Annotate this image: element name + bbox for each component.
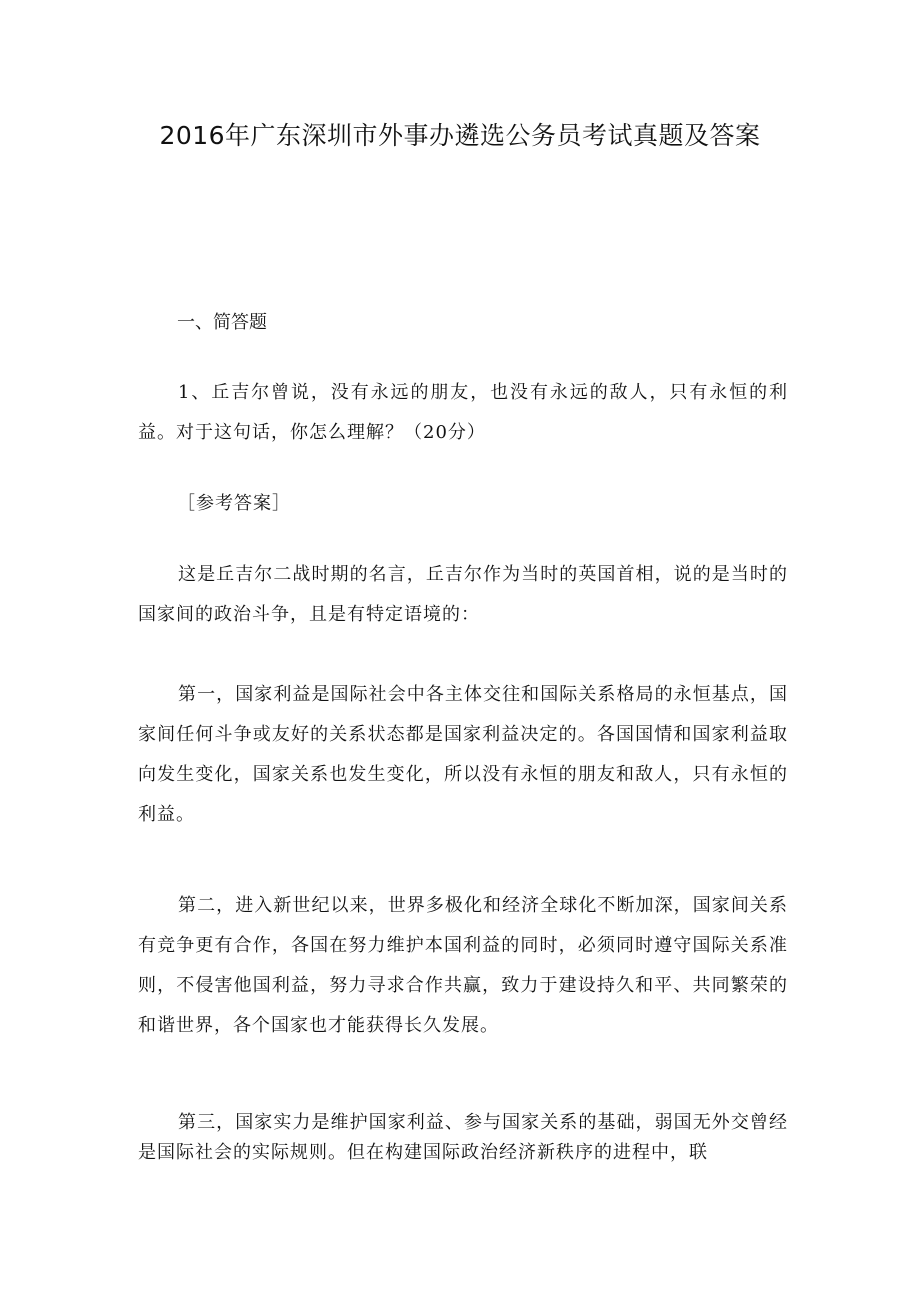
answer-paragraph-second: 第二，进入新世纪以来，世界多极化和经济全球化不断加深，国家间关系有竞争更有合作，各国在努力维护本国利益的同时，必须同时遵守国际关系准则，不侵害他国利益，努力寻求合作共赢，致力于建设持久和平、共同繁荣的和谐世界，各个国家也才能获得长久发展。 — [138, 895, 788, 1036]
answer-paragraph-intro: 这是丘吉尔二战时期的名言，丘吉尔作为当时的英国首相，说的是当时的国家间的政治斗争，且是有特定语境的： — [138, 564, 788, 625]
answer-paragraph-third: 第三，国家实力是维护国家利益、参与国家关系的基础，弱国无外交曾经是国际社会的实际规则。但在构建国际政治经济新秩序的进程中，联 — [138, 1112, 788, 1163]
section-heading: 一、简答题 — [177, 312, 267, 333]
question-text: 1、丘吉尔曾说，没有永远的朋友，也没有永远的敌人，只有永恒的利益。对于这句话，你怎么理解？（20分） — [138, 382, 788, 443]
document-title: 2016年广东深圳市外事办遴选公务员考试真题及答案 — [159, 121, 761, 150]
answer-label: ［参考答案］ — [177, 493, 291, 514]
answer-paragraph-first: 第一，国家利益是国际社会中各主体交往和国际关系格局的永恒基点，国家间任何斗争或友好的关系状态都是国家利益决定的。各国国情和国家利益取向发生变化，国家关系也发生变化，所以没有永恒的朋友和敌人，只有永恒的利益。 — [138, 684, 788, 825]
